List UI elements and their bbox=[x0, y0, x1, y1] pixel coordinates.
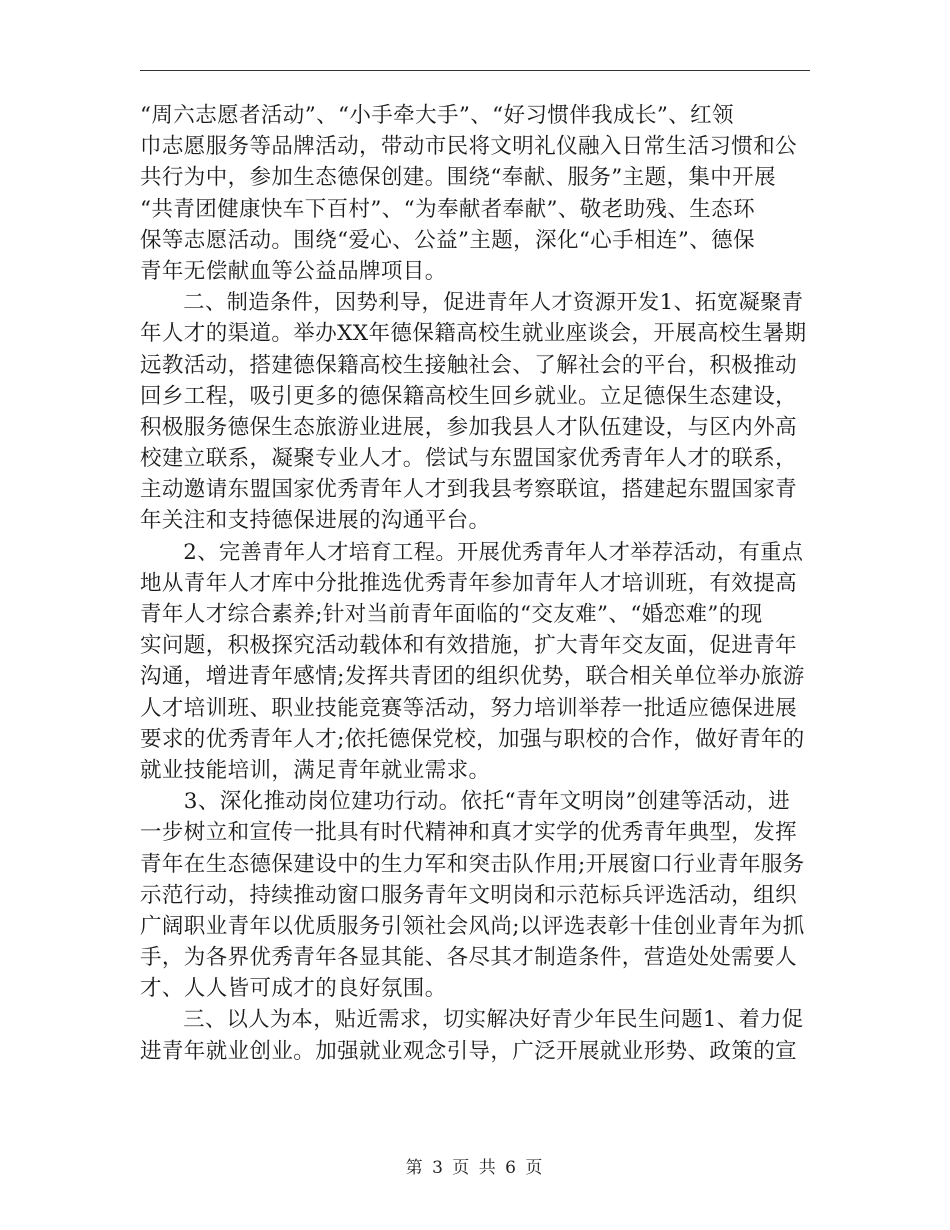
text-line: 实问题，积极探究活动载体和有效措施，扩大青年交友面，促进青年 bbox=[140, 633, 798, 659]
text-line: 校建立联系，凝聚专业人才。偿试与东盟国家优秀青年人才的联系， bbox=[140, 446, 798, 472]
text-line: 广阔职业青年以优质服务引领社会风尚;以评选表彰十佳创业青年为抓 bbox=[140, 913, 805, 939]
text-line: 人才培训班、职业技能竞赛等活动，努力培训举荐一批适应德保进展 bbox=[140, 695, 798, 721]
text-line: 保等志愿活动。围绕“爱心、公益”主题，深化“心手相连”、德保 bbox=[140, 227, 755, 253]
text-line: 二、制造条件，因势利导，促进青年人才资源开发1、拓宽凝聚青 bbox=[140, 290, 804, 316]
text-line: 青年无偿献血等公益品牌项目。 bbox=[140, 258, 447, 284]
text-line: 就业技能培训，满足青年就业需求。 bbox=[140, 757, 491, 783]
text-line: 共行为中，参加生态德保创建。围绕“奉献、服务”主题，集中开展 bbox=[140, 165, 776, 191]
text-line: 远教活动，搭建德保籍高校生接触社会、了解社会的平台，积极推动 bbox=[140, 352, 798, 378]
text-line: 2、完善青年人才培育工程。开展优秀青年人才举荐活动，有重点 bbox=[140, 539, 804, 565]
text-line: 手，为各界优秀青年各显其能、各尽其才制造条件，营造处处需要人 bbox=[140, 945, 798, 971]
text-line: 青年在生态德保建设中的生力军和突击队作用;开展窗口行业青年服务 bbox=[140, 851, 805, 877]
text-line: 地从青年人才库中分批推选优秀青年参加青年人才培训班，有效提高 bbox=[140, 570, 798, 596]
text-line: 年人才的渠道。举办XX年德保籍高校生就业座谈会，开展高校生暑期 bbox=[140, 321, 807, 347]
text-line: 沟通，增进青年感情;发挥共青团的组织优势，联合相关单位举办旅游 bbox=[140, 664, 805, 690]
text-line: 主动邀请东盟国家优秀青年人才到我县考察联谊，搭建起东盟国家青 bbox=[140, 477, 798, 503]
text-line: “周六志愿者活动”、“小手牵大手”、“好习惯伴我成长”、红领 bbox=[140, 103, 734, 128]
text-line: “共青团健康快车下百村”、“为奉献者奉献”、敬老助残、生态环 bbox=[140, 196, 755, 222]
text-line: 巾志愿服务等品牌活动，带动市民将文明礼仪融入日常生活习惯和公 bbox=[140, 134, 798, 160]
text-line: 三、以人为本，贴近需求，切实解决好青少年民生问题1、着力促 bbox=[140, 1007, 804, 1033]
text-line: 3、深化推动岗位建功行动。依托“青年文明岗”创建等活动，进 bbox=[140, 789, 791, 815]
text-line: 青年人才综合素养;针对当前青年面临的“交友难”、“婚恋难”的现 bbox=[140, 602, 763, 627]
text-line: 要求的优秀青年人才;依托德保党校，加强与职校的合作，做好青年的 bbox=[140, 726, 805, 752]
text-line: 积极服务德保生态旅游业进展，参加我县人才队伍建设，与区内外高 bbox=[140, 414, 798, 440]
document-body bbox=[140, 100, 810, 1067]
text-line: 一步树立和宣传一批具有时代精神和真才实学的优秀青年典型，发挥 bbox=[140, 820, 798, 846]
text-line: 进青年就业创业。加强就业观念引导，广泛开展就业形势、政策的宣 bbox=[140, 1038, 798, 1064]
text-line: 示范行动，持续推动窗口服务青年文明岗和示范标兵评选活动，组织 bbox=[140, 882, 798, 908]
text-line: 才、人人皆可成才的良好氛围。 bbox=[140, 976, 447, 1002]
text-line: 年关注和支持德保进展的沟通平台。 bbox=[140, 508, 491, 534]
page-footer: 第 3 页 共 6 页 bbox=[405, 1158, 545, 1178]
text-line: 回乡工程，吸引更多的德保籍高校生回乡就业。立足德保生态建设， bbox=[140, 383, 798, 409]
header-rule bbox=[140, 70, 810, 71]
